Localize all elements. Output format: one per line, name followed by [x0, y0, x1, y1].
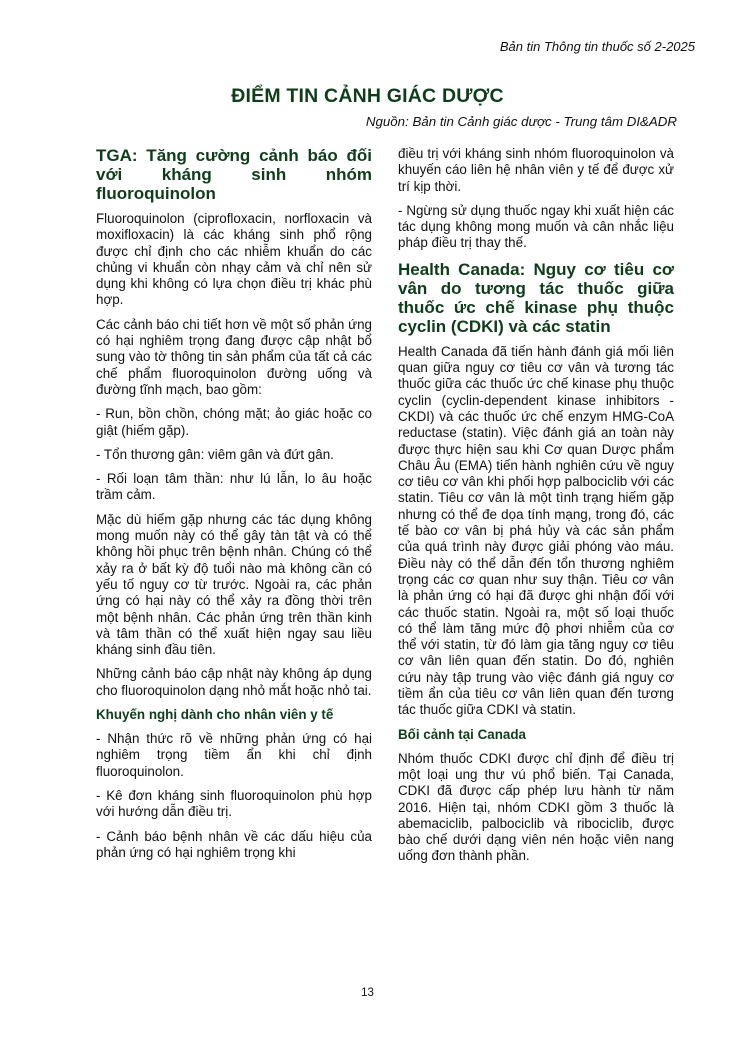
- paragraph: Các cảnh báo chi tiết hơn về một số phản ứng có hại nghiêm trọng đang được cập nhật bổ sung vào tờ thông tin sản phẩm của tất cả các chế phẩm fluoroquinolon đường uống và đường tĩnh mạch, bao gồm:: [96, 316, 372, 397]
- recommendation-item: - Ngừng sử dụng thuốc ngay khi xuất hiện các tác dụng không mong muốn và cân nhắc liệu pháp điều trị thay thế.: [398, 202, 674, 251]
- article-title-health-canada: Health Canada: Nguy cơ tiêu cơ vân do tương tác thuốc giữa thuốc ức chế kinase phụ thuộc cyclin (CDKI) và các statin: [398, 259, 674, 336]
- paragraph: Health Canada đã tiến hành đánh giá mối liên quan giữa nguy cơ tiêu cơ vân và tương tác thuốc giữa các thuốc ức chế kinase phụ thuộc cyclin (cyclin-dependent kinase inhibitors - CKDI) và các thuốc ức chế enzym HMG-CoA reductase (statin). Việc đánh giá an toàn này được thực hiện sau khi Cơ quan Dược phẩm Châu Âu (EMA) tiến hành nghiên cứu về nguy cơ tiêu cơ vân khi phối hợp palbociclib với các statin. Tiêu cơ vân là một tình trạng hiếm gặp nhưng có thể đe dọa tính mạng, trong đó, các tế bào cơ vân bị phá hủy và các sản phẩm của quá trình này được giải phóng vào máu. Điều này có thể dẫn đến tổn thương nghiêm trọng các cơ quan như suy thận. Tiêu cơ vân là phản ứng có hại đã được ghi nhận đối với các thuốc statin. Ngoài ra, một số loại thuốc có thể làm tăng mức độ phơi nhiễm của cơ thể với statin, từ đó làm gia tăng nguy cơ tiêu cơ vân liên quan đến statin. Do đó, nghiên cứu này tập trung vào việc đánh giá nguy cơ tiềm ẩn của tiêu cơ vân liên quan đến tương tác thuốc giữa CDKI và statin.: [398, 343, 674, 718]
- recommendation-item: - Cảnh báo bệnh nhân về các dấu hiệu của phản ứng có hại nghiêm trọng khi: [96, 828, 372, 860]
- list-item: - Rối loạn tâm thần: như lú lẫn, lo âu hoặc trầm cảm.: [96, 471, 372, 503]
- list-item: - Tổn thương gân: viêm gân và đứt gân.: [96, 446, 334, 462]
- recommendation-item-continued: điều trị với kháng sinh nhóm fluoroquinolon và khuyến cáo liên hệ nhân viên y tế để được xử trí kịp thời.: [398, 146, 674, 194]
- source-line: Nguồn: Bản tin Cảnh giác dược - Trung tâm DI&ADR: [365, 114, 677, 129]
- article-title-tga: TGA: Tăng cường cảnh báo đối với kháng sinh nhóm fluoroquinolon: [96, 146, 372, 203]
- paragraph: Fluoroquinolon (ciprofloxacin, norfloxacin và moxifloxacin) là các kháng sinh phổ rộng được chỉ định cho các nhiễm khuẩn do các chủng vi khuẩn còn nhạy cảm và chỉ nên sử dụng khi không có lựa chọn điều trị khác phù hợp.: [96, 211, 372, 308]
- running-header: Bản tin Thông tin thuốc số 2-2025: [499, 39, 695, 54]
- subheading-recommendations: Khuyến nghị dành cho nhân viên y tế: [96, 707, 334, 723]
- left-column: [96, 146, 372, 869]
- page-title: ĐIỂM TIN CẢNH GIÁC DƯỢC: [231, 85, 504, 107]
- list-item: - Run, bồn chồn, chóng mặt; ảo giác hoặc co giật (hiếm gặp).: [96, 406, 372, 438]
- recommendation-item: - Nhận thức rõ về những phản ứng có hại nghiêm trọng tiềm ẩn khi chỉ định fluoroquinolon.: [96, 731, 372, 779]
- paragraph: Mặc dù hiếm gặp nhưng các tác dụng không mong muốn này có thể gây tàn tật và có thể không hồi phục trên bệnh nhân. Chúng có thể xảy ra ở bất kỳ độ tuổi nào mà không cần có yếu tố nguy cơ từ trước. Ngoài ra, các phản ứng có hại này có thể xảy ra đồng thời trên một bệnh nhân. Các phản ứng trên thần kinh và tâm thần có thể xuất hiện ngay sau liều kháng sinh đầu tiên.: [96, 511, 372, 658]
- recommendation-item: - Kê đơn kháng sinh fluoroquinolon phù hợp với hướng dẫn điều trị.: [96, 787, 372, 820]
- right-column: [398, 146, 674, 873]
- paragraph: Nhóm thuốc CDKI được chỉ định để điều trị một loại ung thư vú phổ biến. Tại Canada, CDKI đã được cấp phép lưu hành từ năm 2016. Hiện tại, nhóm CDKI gồm 3 thuốc là abemaciclib, palbociclib và ribociclib, được bào chế dưới dạng viên nén hoặc viên nang uống đơn thành phần.: [398, 750, 674, 864]
- subheading-canada-context: Bối cảnh tại Canada: [398, 726, 526, 742]
- paragraph: Những cảnh báo cập nhật này không áp dụng cho fluoroquinolon dạng nhỏ mắt hoặc nhỏ tai.: [96, 666, 372, 698]
- page-number: 13: [361, 987, 374, 999]
